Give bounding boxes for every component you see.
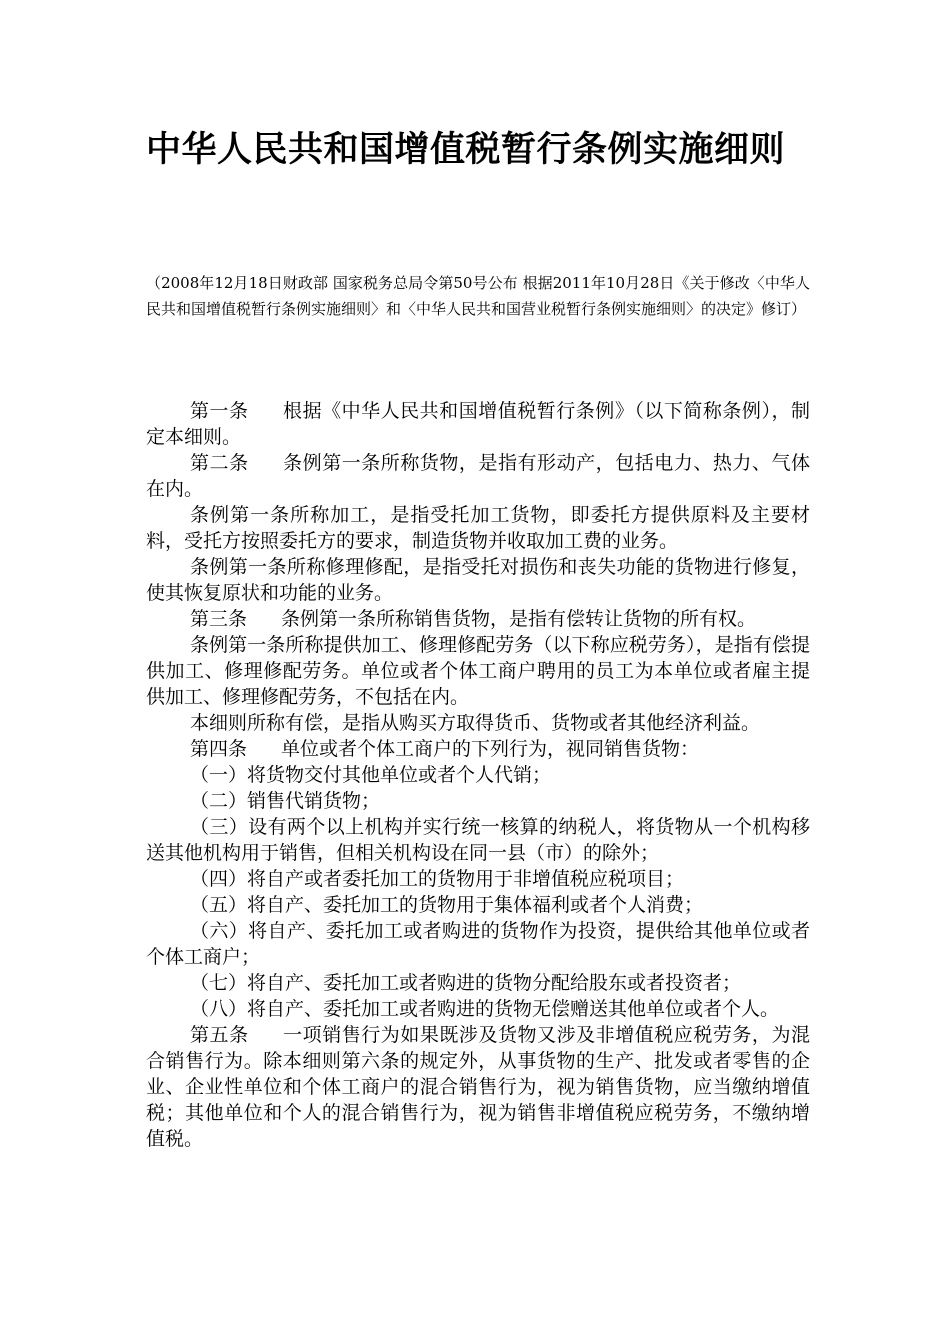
article-text: 一项销售行为如果既涉及货物又涉及非增值税应税劳务，为混合销售行为。除本细则第六条的规定外，从事货物的生产、批发或者零售的企业、企业性单位和个体工商户的混合销售行为，视为销售货物，应当缴纳增值税；其他单位和个人的混合销售行为，视为销售非增值税应税劳务，不缴纳增值税。 <box>146 1024 810 1150</box>
article-text: （一）将货物交付其他单位或者个人代销； <box>190 764 552 786</box>
article-text: 本细则所称有偿，是指从购买方取得货币、货物或者其他经济利益。 <box>190 712 761 734</box>
article-paragraph <box>146 450 810 502</box>
article-text: （六）将自产、委托加工或者购进的货物作为投资，提供给其他单位或者个体工商户； <box>146 920 810 968</box>
article-label: 第四条 <box>190 738 248 760</box>
article-paragraph <box>146 554 810 606</box>
article-label: 第一条 <box>190 400 249 422</box>
article-paragraph <box>146 762 810 788</box>
document-body <box>146 398 810 1152</box>
article-text: （四）将自产或者委托加工的货物用于非增值税应税项目； <box>190 868 685 890</box>
article-paragraph <box>146 1022 810 1152</box>
article-paragraph <box>146 814 810 866</box>
article-paragraph <box>146 710 810 736</box>
document-page <box>146 0 810 1344</box>
article-paragraph <box>146 606 810 632</box>
document-title: 中华人民共和国增值税暂行条例实施细则 <box>146 130 786 170</box>
article-text: （七）将自产、委托加工或者购进的货物分配给股东或者投资者； <box>190 972 742 994</box>
article-text: （二）销售代销货物； <box>190 790 381 812</box>
article-label: 第三条 <box>190 608 248 630</box>
article-text: 条例第一条所称货物，是指有形动产，包括电力、热力、气体在内。 <box>146 452 810 500</box>
article-paragraph <box>146 866 810 892</box>
article-paragraph <box>146 502 810 554</box>
article-text: （五）将自产、委托加工的货物用于集体福利或者个人消费； <box>190 894 704 916</box>
article-text: 条例第一条所称销售货物，是指有偿转让货物的所有权。 <box>281 608 757 630</box>
article-text: 条例第一条所称提供加工、修理修配劳务（以下称应税劳务），是指有偿提供加工、修理修配劳务。单位或者个体工商户聘用的员工为本单位或者雇主提供加工、修理修配劳务，不包括在内。 <box>146 634 810 708</box>
article-paragraph <box>146 970 810 996</box>
article-paragraph <box>146 996 810 1022</box>
article-text: （八）将自产、委托加工或者购进的货物无偿赠送其他单位或者个人。 <box>190 998 780 1020</box>
article-paragraph <box>146 736 810 762</box>
article-text: 条例第一条所称加工，是指受托加工货物，即委托方提供原料及主要材料，受托方按照委托方的要求，制造货物并收取加工费的业务。 <box>146 504 810 552</box>
article-label: 第五条 <box>190 1024 249 1046</box>
article-text: 单位或者个体工商户的下列行为，视同销售货物： <box>281 738 700 760</box>
article-text: 根据《中华人民共和国增值税暂行条例》（以下简称条例），制定本细则。 <box>146 400 810 448</box>
article-text: （三）设有两个以上机构并实行统一核算的纳税人，将货物从一个机构移送其他机构用于销售，但相关机构设在同一县（市）的除外； <box>146 816 810 864</box>
document-subtitle: （2008年12月18日财政部 国家税务总局令第50号公布 根据2011年10月28日《关于修改〈中华人民共和国增值税暂行条例实施细则〉和〈中华人民共和国营业税暂行条例实施细则〉的决定》修订） <box>146 274 810 318</box>
article-paragraph <box>146 398 810 450</box>
article-paragraph <box>146 632 810 710</box>
article-paragraph <box>146 918 810 970</box>
article-paragraph <box>146 892 810 918</box>
article-text: 条例第一条所称修理修配，是指受托对损伤和丧失功能的货物进行修复，使其恢复原状和功能的业务。 <box>146 556 810 604</box>
article-label: 第二条 <box>190 452 249 474</box>
article-paragraph <box>146 788 810 814</box>
